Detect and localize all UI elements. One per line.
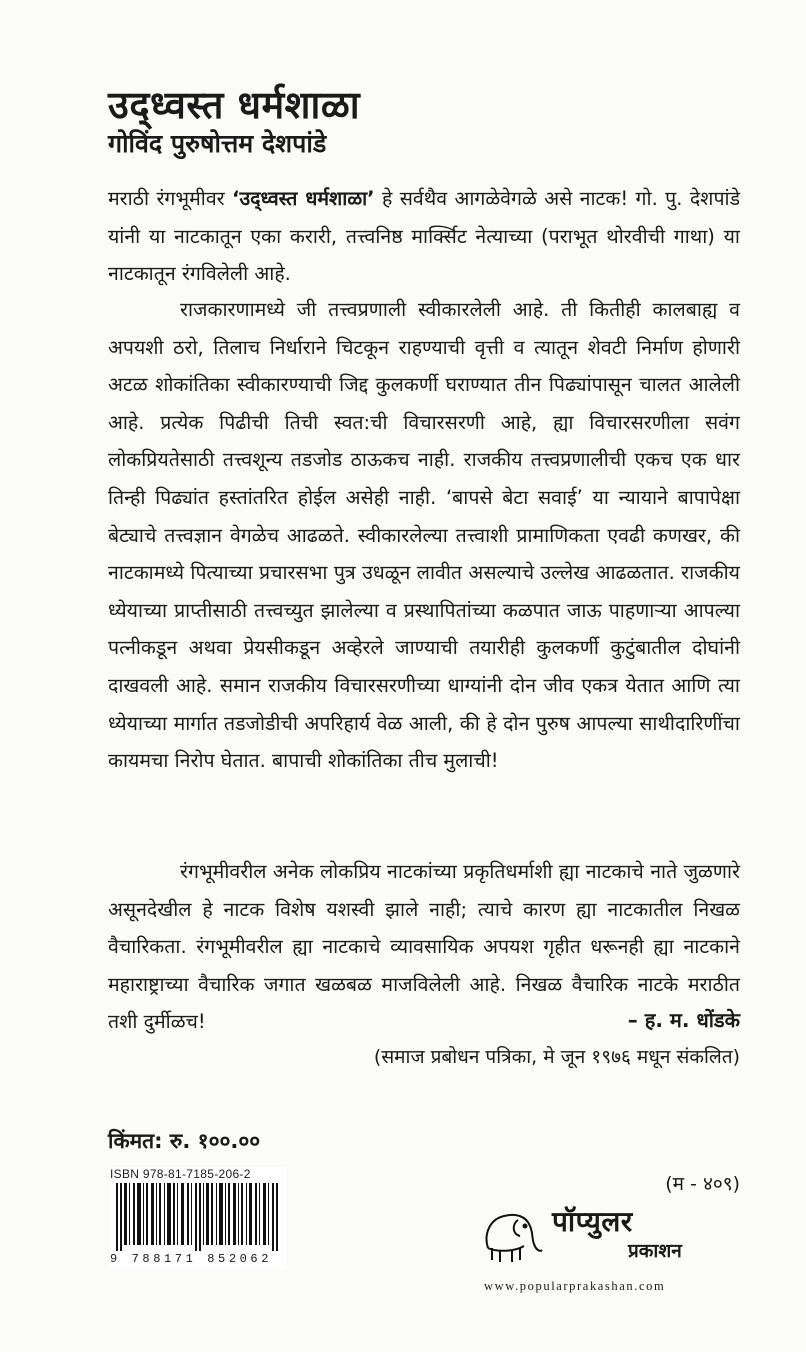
review-signature: – ह. म. धोंडके xyxy=(627,1008,740,1032)
isbn-number: ISBN 978-81-7185-206-2 xyxy=(110,1167,251,1181)
barcode-digits: 9 788171 852062 xyxy=(110,1252,273,1266)
blurb-paragraph-2: राजकारणामध्ये जी तत्त्वप्रणाली स्वीकारलेली आहे. ती कितीही कालबाह्य व अपयशी ठरो, तिलाच निर्धाराने चिटकून राहण्याची वृत्ती व त्यातून शेवटी निर्माण होणारी अटळ शोकांतिका स्वीकारण्याची जिद्द कुलकर्णी घराण्यात तीन पिढ्यांपासून चालत आलेली आहे. प्रत्येक पिढीची तिची स्वत:ची विचारसरणी आहे, ह्या विचारसरणीला सवंग लोकप्रियतेसाठी तत्त्वशून्य तडजोड ठाऊकच नाही. राजकीय तत्त्वप्रणालीची एकच एक धार तिन्ही पिढ्यांत हस्तांतरित होईल असेही नाही. ‘बापसे बेटा सवाई’ या न्यायाने बापापेक्षा बेट्याचे तत्त्वज्ञान वेगळेच आढळते. स्वीकारलेल्या तत्त्वाशी प्रामाणिकता एवढी कणखर, की नाटकामध्ये पित्याच्या प्रचारसभा पुत्र उधळून लावीत असल्याचे उल्लेख आढळतात. राजकीय ध्येयाच्या प्राप्तीसाठी तत्त्वच्युत झालेल्या व प्रस्थापितांच्या कळपात जाऊ पाहणाऱ्या आपल्या पत्नीकडून अथवा प्रेयसीकडून अव्हेरले जाण्याची तयारीही कुलकर्णी कुटुंबातील दोघांनी दाखवली आहे. समान राजकीय विचारसरणीच्या धाग्यांनी दोन जीव एकत्र येतात आणि त्या ध्येयाच्या मार्गात तडजोडीची अपरिहार्य वेळ आली, की हे दोन पुरुष आपल्या साथीदारिणींचा कायमचा निरोप घेतात. बापाची शोकांतिका तीच मुलाची! xyxy=(108,298,740,773)
catalog-code: (म - ४०९) xyxy=(665,1173,740,1195)
publisher-name: पॉप्युलर xyxy=(552,1205,633,1238)
author-name: गोविंद पुरुषोत्तम देशपांडे xyxy=(108,129,327,158)
elephant-icon xyxy=(478,1206,548,1266)
blurb-p1-rest: हे सर्वथैव आगळेवेगळे असे नाटक! गो. पु. देशपांडे यांनी या नाटकातून एका करारी, तत्त्वनिष्ठ मार्क्सिट नेत्याच्या (पराभूत थोरवीची गाथा) या नाटकातून रंगविलेली आहे. xyxy=(108,187,741,286)
publisher-subtitle: प्रकाशन xyxy=(628,1240,682,1262)
review-source: (समाज प्रबोधन पत्रिका, मे जून १९७६ मधून संकलित) xyxy=(373,1046,740,1068)
blurb-paragraph-1 xyxy=(108,180,740,293)
blurb-p1-start: मराठी रंगभूमीवर xyxy=(108,187,233,210)
publisher-logo xyxy=(478,1206,744,1268)
price-label: किंमत: रु. १००.०० xyxy=(108,1129,261,1153)
barcode-icon xyxy=(110,1183,286,1251)
publisher-website: www.popularprakashan.com xyxy=(484,1279,666,1293)
isbn-barcode xyxy=(110,1167,286,1269)
blurb-p1-title: ‘उद्ध्वस्त धर्मशाळा’ xyxy=(232,187,375,210)
blurb-paragraph-3: रंगभूमीवरील अनेक लोकप्रिय नाटकांच्या प्रकृतिधर्माशी ह्या नाटकाचे नाते जुळणारे असूनदेखील हे नाटक विशेष यशस्वी झाले नाही; त्याचे कारण ह्या नाटकातील निखळ वैचारिकता. रंगभूमीवरील ह्या नाटकाचे व्यावसायिक अपयश गृहीत धरूनही ह्या नाटकाने महाराष्ट्राच्या वैचारिक जगात खळबळ माजविलेली आहे. निखळ वैचारिक नाटके मराठीत तशी दुर्मीळच! xyxy=(108,860,740,1034)
book-title: उद्ध्वस्त धर्मशाळा xyxy=(108,83,361,127)
